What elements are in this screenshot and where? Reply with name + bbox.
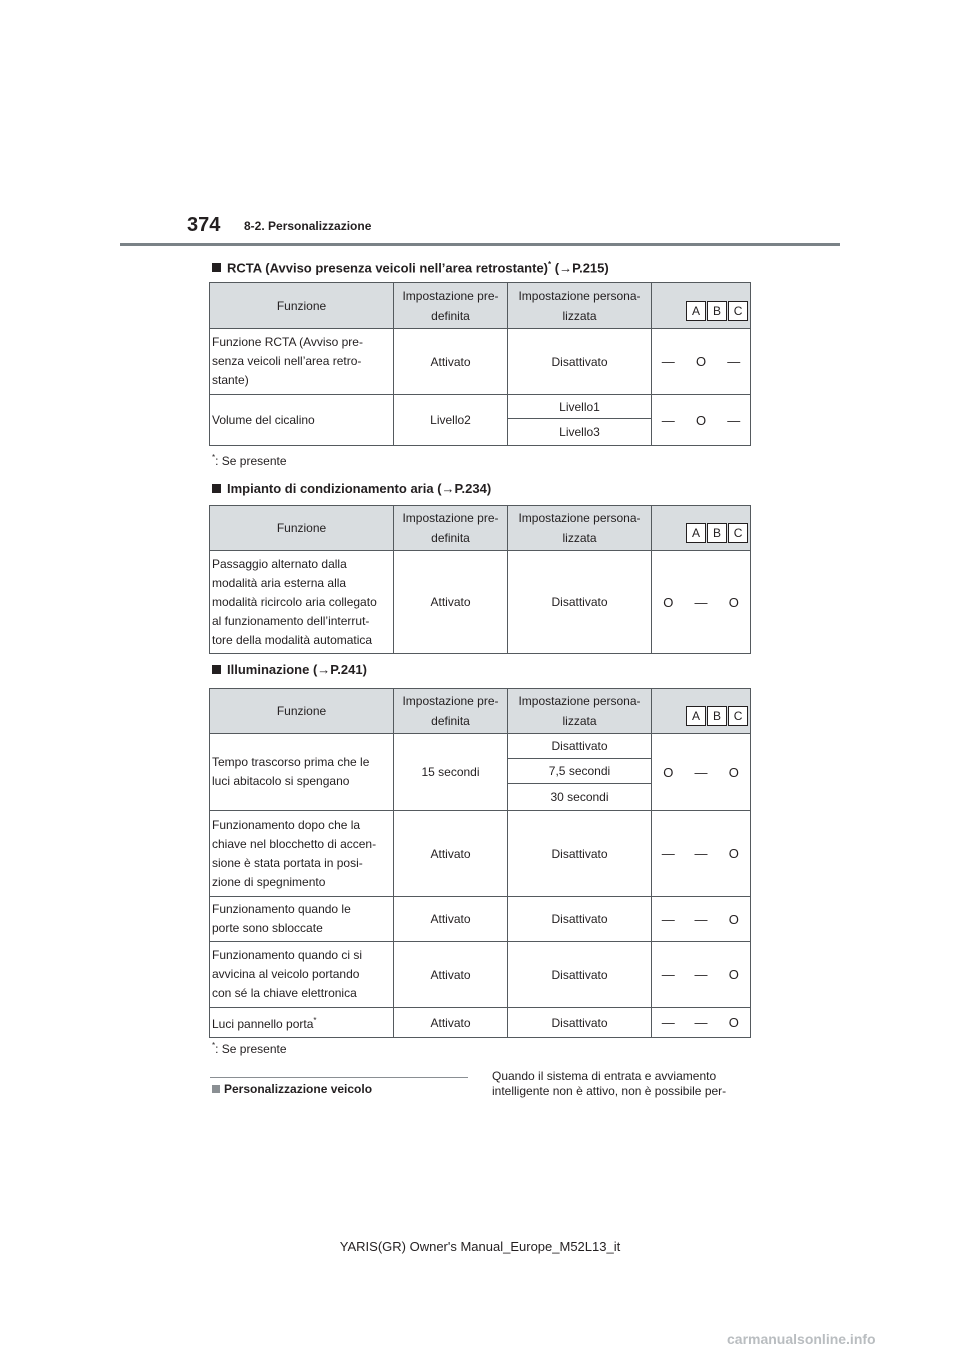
section-title-text: Illuminazione: [227, 662, 310, 677]
table-row: [210, 942, 751, 1008]
header-predefinita: Impostazione pre- definita: [394, 689, 508, 734]
tag-a: A: [686, 301, 706, 321]
header-predefinita: Impostazione pre- definita: [394, 506, 508, 551]
cell-funzione: Volume del cicalino: [210, 395, 394, 446]
table-row: [210, 395, 751, 419]
cell-a: —: [652, 329, 685, 395]
cell-predefinita: Attivato: [394, 551, 508, 654]
page-number: 374: [187, 214, 221, 236]
header-abc: [652, 283, 751, 329]
cell-a: O: [652, 551, 685, 654]
cell-personalizzata: Livello1: [508, 395, 652, 419]
table-row: [210, 734, 751, 759]
cell-personalizzata: Disattivato: [508, 942, 652, 1008]
page-reference-link[interactable]: (→P.241): [309, 662, 367, 677]
section-title-text: RCTA (Avviso presenza veicoli nell’area retrostante): [227, 260, 549, 276]
cell-funzione: Passaggio alternato dalla modalità aria esterna alla modalità ricircolo aria collegato al funzionamento dell’interrut- tore della modalità automatica: [210, 551, 394, 654]
table-aria: [209, 505, 751, 654]
table-header-row: [210, 506, 751, 551]
tag-b: B: [707, 706, 727, 726]
footer-text-line: Quando il sistema di entrata e avviamento: [492, 1069, 717, 1083]
table-row: [210, 811, 751, 897]
cell-b: —: [685, 811, 718, 897]
footnote-mark: *: [313, 1016, 317, 1025]
cell-personalizzata: Disattivato: [508, 1008, 652, 1038]
tag-b: B: [707, 523, 727, 543]
tag-a: A: [686, 706, 706, 726]
page-reference-link[interactable]: (→P.215): [551, 260, 609, 276]
tag-c: C: [728, 301, 748, 321]
section-title-aria: [212, 481, 491, 496]
cell-a: —: [652, 1008, 685, 1038]
cell-predefinita: 15 secondi: [394, 734, 508, 811]
footnote-rcta: *: Se presente: [212, 453, 287, 468]
manual-name: YARIS(GR) Owner's Manual_Europe_M52L13_it: [339, 1239, 621, 1254]
cell-personalizzata: Disattivato: [508, 329, 652, 395]
table-rcta: [209, 282, 751, 446]
cell-a: —: [652, 811, 685, 897]
cell-funzione: Tempo trascorso prima che le luci abitacolo si spengano: [210, 734, 394, 811]
cell-c: O: [718, 551, 751, 654]
cell-a: —: [652, 395, 685, 446]
cell-predefinita: Attivato: [394, 942, 508, 1008]
header-funzione: Funzione: [210, 506, 394, 551]
tag-c: C: [728, 706, 748, 726]
header-funzione: Funzione: [210, 689, 394, 734]
bullet-square-icon: [212, 484, 221, 493]
cell-personalizzata: 7,5 secondi: [508, 759, 652, 784]
header-abc: [652, 506, 751, 551]
footer-text-line: intelligente non è attivo, non è possibile per-: [492, 1084, 727, 1098]
cell-b: O: [685, 395, 718, 446]
table-row: [210, 897, 751, 942]
section-title-rcta: [212, 260, 609, 275]
bullet-square-icon: [212, 665, 221, 674]
cell-funzione: Funzionamento dopo che la chiave nel blocchetto di accen- sione è stata portata in posi- zione di spegnimento: [210, 811, 394, 897]
cell-funzione: Luci pannello porta*: [210, 1008, 394, 1038]
cell-b: —: [685, 734, 718, 811]
cell-b: —: [685, 551, 718, 654]
tag-a: A: [686, 523, 706, 543]
footer-heading: Personalizzazione veicolo: [212, 1082, 372, 1096]
header-predefinita: Impostazione pre- definita: [394, 283, 508, 329]
table-illuminazione: [209, 688, 751, 1038]
footer-text: [492, 1069, 752, 1099]
header-abc: [652, 689, 751, 734]
cell-c: —: [718, 329, 751, 395]
header-personalizzata: Impostazione persona- lizzata: [508, 283, 652, 329]
cell-personalizzata: Disattivato: [508, 897, 652, 942]
header-personalizzata: Impostazione persona- lizzata: [508, 689, 652, 734]
section-title-text: Impianto di condizionamento aria: [227, 481, 434, 496]
cell-c: O: [718, 1008, 751, 1038]
cell-personalizzata: Disattivato: [508, 551, 652, 654]
table-row: [210, 329, 751, 395]
cell-a: —: [652, 942, 685, 1008]
tag-b: B: [707, 301, 727, 321]
bullet-square-icon: [212, 1085, 220, 1093]
cell-predefinita: Attivato: [394, 1008, 508, 1038]
cell-c: O: [718, 734, 751, 811]
cell-predefinita: Livello2: [394, 395, 508, 446]
cell-a: O: [652, 734, 685, 811]
header-personalizzata: Impostazione persona- lizzata: [508, 506, 652, 551]
header-funzione: Funzione: [210, 283, 394, 329]
cell-personalizzata: Disattivato: [508, 734, 652, 759]
cell-personalizzata: 30 secondi: [508, 784, 652, 811]
header-divider: [120, 243, 840, 246]
watermark: carmanualsonline.info: [727, 1331, 876, 1347]
cell-predefinita: Attivato: [394, 897, 508, 942]
cell-b: —: [685, 1008, 718, 1038]
cell-funzione: Funzionamento quando ci si avvicina al veicolo portando con sé la chiave elettronica: [210, 942, 394, 1008]
footer-divider: [210, 1077, 468, 1078]
cell-predefinita: Attivato: [394, 811, 508, 897]
table-row: [210, 551, 751, 654]
chapter-title: 8-2. Personalizzazione: [244, 219, 372, 233]
section-title-illuminazione: [212, 662, 367, 677]
cell-a: —: [652, 897, 685, 942]
footnote-mark: *: [548, 260, 552, 269]
page-reference-link[interactable]: (→P.234): [433, 481, 492, 496]
table-header-row: [210, 689, 751, 734]
cell-c: —: [718, 395, 751, 446]
cell-funzione: Funzione RCTA (Avviso pre- senza veicoli nell’area retro- stante): [210, 329, 394, 395]
cell-predefinita: Attivato: [394, 329, 508, 395]
cell-funzione: Funzionamento quando le porte sono sbloccate: [210, 897, 394, 942]
table-header-row: [210, 283, 751, 329]
cell-b: —: [685, 897, 718, 942]
cell-b: —: [685, 942, 718, 1008]
cell-c: O: [718, 942, 751, 1008]
cell-b: O: [685, 329, 718, 395]
table-row: [210, 1008, 751, 1038]
bullet-square-icon: [212, 263, 221, 272]
cell-c: O: [718, 811, 751, 897]
cell-c: O: [718, 897, 751, 942]
cell-personalizzata: Livello3: [508, 419, 652, 446]
footnote-illuminazione: *: Se presente: [212, 1041, 287, 1056]
tag-c: C: [728, 523, 748, 543]
cell-personalizzata: Disattivato: [508, 811, 652, 897]
